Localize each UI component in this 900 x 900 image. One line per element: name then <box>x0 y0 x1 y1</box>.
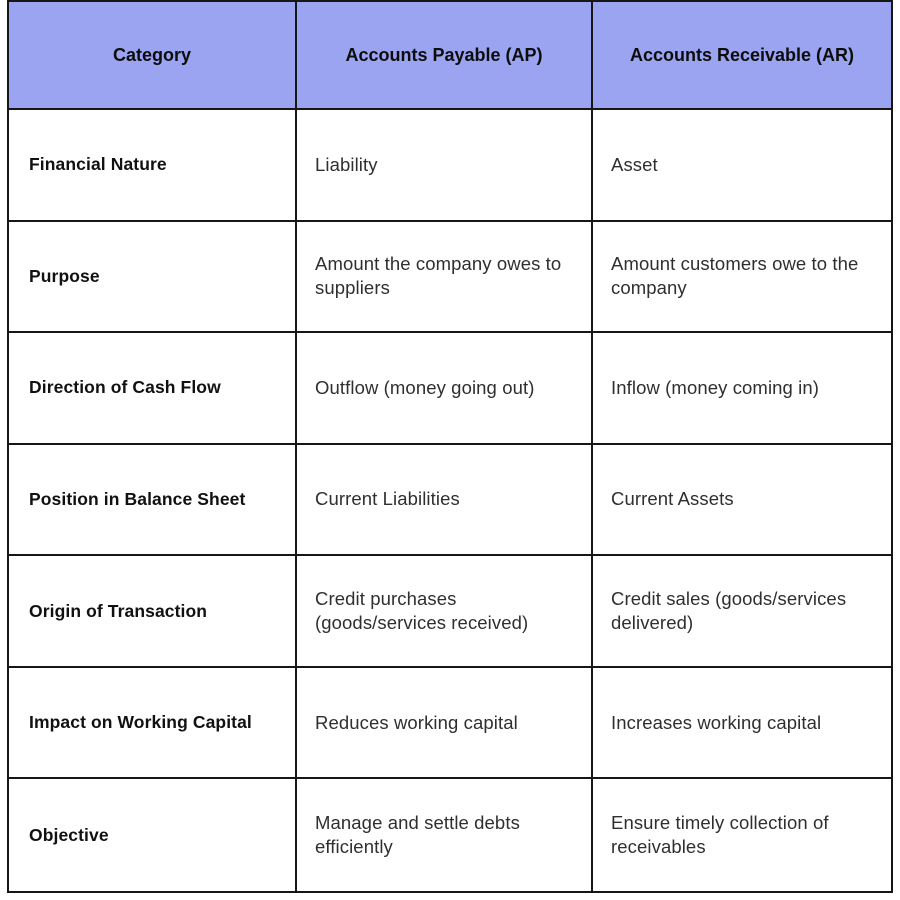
header-accounts-payable: Accounts Payable (AP) <box>297 2 593 110</box>
cell-ap-origin-of-transaction: Credit purchases (goods/services received) <box>297 556 593 668</box>
cell-ap-impact-on-working-capital: Reduces working capital <box>297 668 593 780</box>
cell-ap-financial-nature: Liability <box>297 110 593 222</box>
row-category-impact-on-working-capital: Impact on Working Capital <box>9 668 297 780</box>
cell-ar-position-in-balance-sheet: Current Assets <box>593 445 891 557</box>
ap-ar-comparison-table <box>7 0 893 893</box>
row-category-purpose: Purpose <box>9 222 297 334</box>
cell-ar-origin-of-transaction: Credit sales (goods/services delivered) <box>593 556 891 668</box>
cell-ar-direction-of-cash-flow: Inflow (money coming in) <box>593 333 891 445</box>
cell-ar-impact-on-working-capital: Increases working capital <box>593 668 891 780</box>
row-category-origin-of-transaction: Origin of Transaction <box>9 556 297 668</box>
header-category: Category <box>9 2 297 110</box>
cell-ap-position-in-balance-sheet: Current Liabilities <box>297 445 593 557</box>
cell-ar-objective: Ensure timely collection of receivables <box>611 812 829 858</box>
cell-ar-purpose: Amount customers owe to the company <box>593 222 891 334</box>
row-category-position-in-balance-sheet: Position in Balance Sheet <box>9 445 297 557</box>
cell-ap-purpose: Amount the company owes to suppliers <box>297 222 593 334</box>
cell-ap-direction-of-cash-flow: Outflow (money going out) <box>297 333 593 445</box>
row-category-direction-of-cash-flow: Direction of Cash Flow <box>9 333 297 445</box>
header-accounts-receivable: Accounts Receivable (AR) <box>593 2 891 110</box>
cell-ar-financial-nature: Asset <box>593 110 891 222</box>
row-category-objective: Objective <box>9 779 297 891</box>
row-category-financial-nature: Financial Nature <box>9 110 297 222</box>
cell-ap-objective: Manage and settle debts efficiently <box>297 779 593 891</box>
